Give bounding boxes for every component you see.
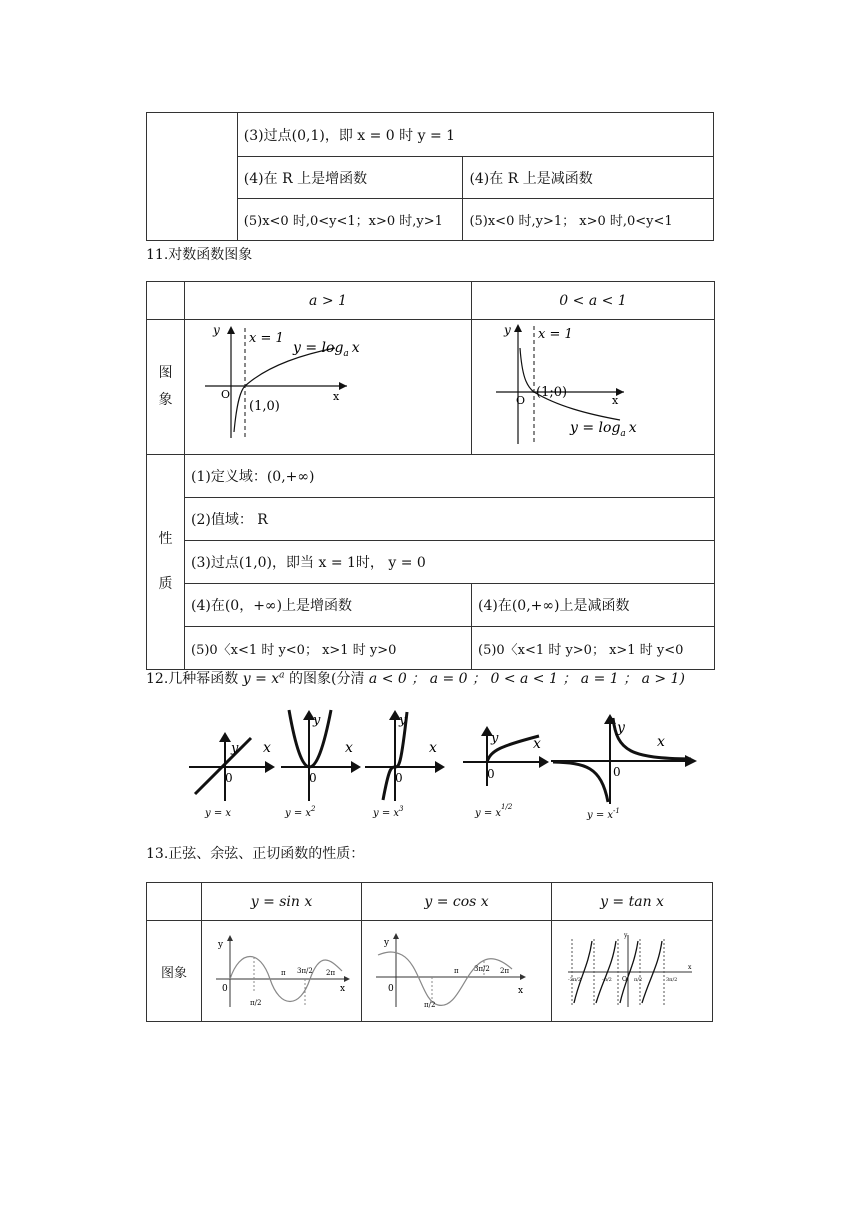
svg-text:2π: 2π: [326, 969, 336, 977]
section-12-title: [146, 668, 685, 688]
sin-graph: [202, 921, 361, 1017]
trig-corner: [147, 883, 202, 921]
log-prop-5-left: (5)0〈x<1 时 y<0； x>1 时 y>0: [185, 627, 472, 670]
svg-text:y = x: y = x: [205, 808, 232, 819]
plot-cube-label: $y = x^3$: [373, 805, 404, 819]
asymptote-label: x = 1: [249, 331, 284, 346]
svg-text:π/2: π/2: [634, 977, 643, 983]
plot-square-label: $y = x^2$: [285, 805, 316, 819]
y-axis-arrow: [227, 326, 235, 334]
tan-graph-cell: [552, 921, 713, 1022]
s12-exp: a: [279, 670, 285, 681]
svg-text:3π/2: 3π/2: [474, 965, 490, 973]
svg-text:0: 0: [222, 984, 228, 994]
tan-graph: [552, 921, 712, 1017]
log-prop-4-right: (4)在(0,+∞)上是减函数: [472, 584, 715, 627]
svg-text:2π: 2π: [500, 967, 510, 975]
svg-text:x: x: [429, 740, 437, 756]
svg-text:y: y: [231, 741, 239, 756]
plot-sqrt-label: $y = x^{1/2}$: [475, 803, 513, 819]
log-graph-increasing-cell: [185, 320, 472, 455]
y-label: y: [213, 323, 220, 337]
prop-3-cell: (3)过点(0,1)，即 x = 0 时 y = 1: [237, 113, 713, 157]
y-label: y: [504, 323, 511, 337]
svg-text:y: y: [399, 713, 407, 728]
svg-text:0: 0: [309, 771, 317, 785]
curve-label: $y = \log_a x$: [570, 420, 637, 439]
plot-linear: [189, 732, 275, 819]
plot-reciprocal-label: $y = x^{-1}$: [587, 807, 620, 821]
point-label: (1;0): [536, 385, 568, 400]
trig-graph-label: 图象: [147, 921, 202, 1022]
svg-text:O: O: [622, 976, 627, 983]
svg-text:x: x: [518, 986, 524, 996]
svg-text:-π/2: -π/2: [602, 977, 612, 983]
svg-text:π/2: π/2: [424, 1001, 436, 1009]
svg-text:π: π: [281, 969, 286, 977]
plot-reciprocal: [551, 714, 697, 821]
plot-sqrt: [463, 726, 549, 819]
header-sin: y = sin x: [202, 883, 362, 921]
power-function-plots: [185, 706, 705, 826]
origin-label: O: [221, 388, 231, 401]
svg-text:x: x: [340, 984, 346, 994]
s12-expr: y = x: [242, 671, 280, 687]
s12-cases: a < 0 ； a = 0 ； 0 < a < 1 ； a = 1 ； a > 1): [368, 671, 685, 687]
prop-4-left: (4)在 R 上是增函数: [237, 157, 463, 199]
svg-text:y: y: [384, 938, 390, 948]
y-axis-arrow: [514, 324, 522, 332]
exp-properties-table: [146, 112, 714, 241]
header-tan: y = tan x: [552, 883, 713, 921]
svg-text:π: π: [454, 967, 459, 975]
point-label: (1,0): [249, 399, 280, 414]
svg-text:0: 0: [388, 984, 394, 994]
log-function-table: [146, 281, 715, 670]
log-graph-decreasing-cell: [472, 320, 715, 455]
sin-graph-cell: [202, 921, 362, 1022]
svg-text:y: y: [218, 940, 224, 950]
log-prop-5-right: (5)0〈x<1 时 y>0； x>1 时 y<0: [472, 627, 715, 670]
graph-row-label: [147, 320, 185, 455]
plot-square: [281, 710, 361, 819]
svg-text:0: 0: [487, 767, 495, 781]
log-prop-2: (2)值域： R: [185, 498, 715, 541]
svg-text:y: y: [313, 713, 321, 728]
log-prop-4-left: (4)在(0，+∞)上是增函数: [185, 584, 472, 627]
svg-text:y: y: [617, 720, 625, 736]
svg-text:0: 0: [613, 765, 621, 779]
svg-text:3π/2: 3π/2: [297, 967, 313, 975]
log-prop-3: (3)过点(1,0)，即当 x = 1时， y = 0: [185, 541, 715, 584]
s12-prefix: 12.几种幂函数: [146, 671, 239, 687]
header-a-lt-1: 0 < a < 1: [472, 282, 715, 320]
prop-5-left: (5)x<0 时,0<y<1；x>0 时,y>1: [237, 199, 463, 241]
origin-label: O: [516, 394, 526, 407]
corner-cell: [147, 282, 185, 320]
log-graph-increasing: [185, 320, 471, 450]
prop-5-right: (5)x<0 时,y>1； x>0 时,0<y<1: [463, 199, 714, 241]
svg-text:x: x: [533, 736, 541, 752]
cos-graph-cell: [362, 921, 552, 1022]
trig-function-table: [146, 882, 713, 1022]
header-a-gt-1: a > 1: [185, 282, 472, 320]
svg-text:x: x: [345, 740, 353, 756]
svg-text:y: y: [624, 932, 628, 939]
svg-text:-3π/2: -3π/2: [568, 977, 582, 983]
svg-text:x: x: [657, 734, 665, 750]
section-11-title: 11.对数函数图象: [146, 247, 253, 263]
x-label: x: [612, 394, 619, 407]
svg-text:0: 0: [225, 771, 233, 785]
props-label-2: 质: [158, 576, 173, 592]
cos-graph: [362, 921, 551, 1017]
log-graph-decreasing: [472, 320, 714, 450]
svg-text:x: x: [688, 964, 692, 971]
log-curve: [234, 348, 335, 432]
x-axis-arrow: [339, 382, 347, 390]
log-prop-1: (1)定义域：(0,+∞): [185, 455, 715, 498]
prop-4-right: (4)在 R 上是减函数: [463, 157, 714, 199]
props-label-1: 性: [158, 531, 173, 548]
svg-text:π/2: π/2: [250, 999, 262, 1007]
curve-label: $y = \log_a x$: [293, 340, 360, 359]
header-cos: y = cos x: [362, 883, 552, 921]
plot-cube: [365, 710, 445, 819]
svg-text:y: y: [491, 731, 499, 746]
log-curve: [520, 348, 620, 420]
graph-label-2: 象: [158, 392, 173, 408]
svg-text:0: 0: [395, 771, 403, 785]
svg-text:3π/2: 3π/2: [666, 977, 678, 983]
props-row-label: [147, 455, 185, 670]
blank-label-cell: [147, 113, 238, 241]
asymptote-label: x = 1: [538, 327, 573, 342]
graph-label-1: 图: [158, 365, 173, 382]
section-13-title: 13.正弦、余弦、正切函数的性质：: [146, 846, 365, 862]
s12-suffix: 的图象(分清: [288, 671, 365, 687]
svg-text:x: x: [263, 740, 271, 756]
x-label: x: [333, 390, 340, 403]
